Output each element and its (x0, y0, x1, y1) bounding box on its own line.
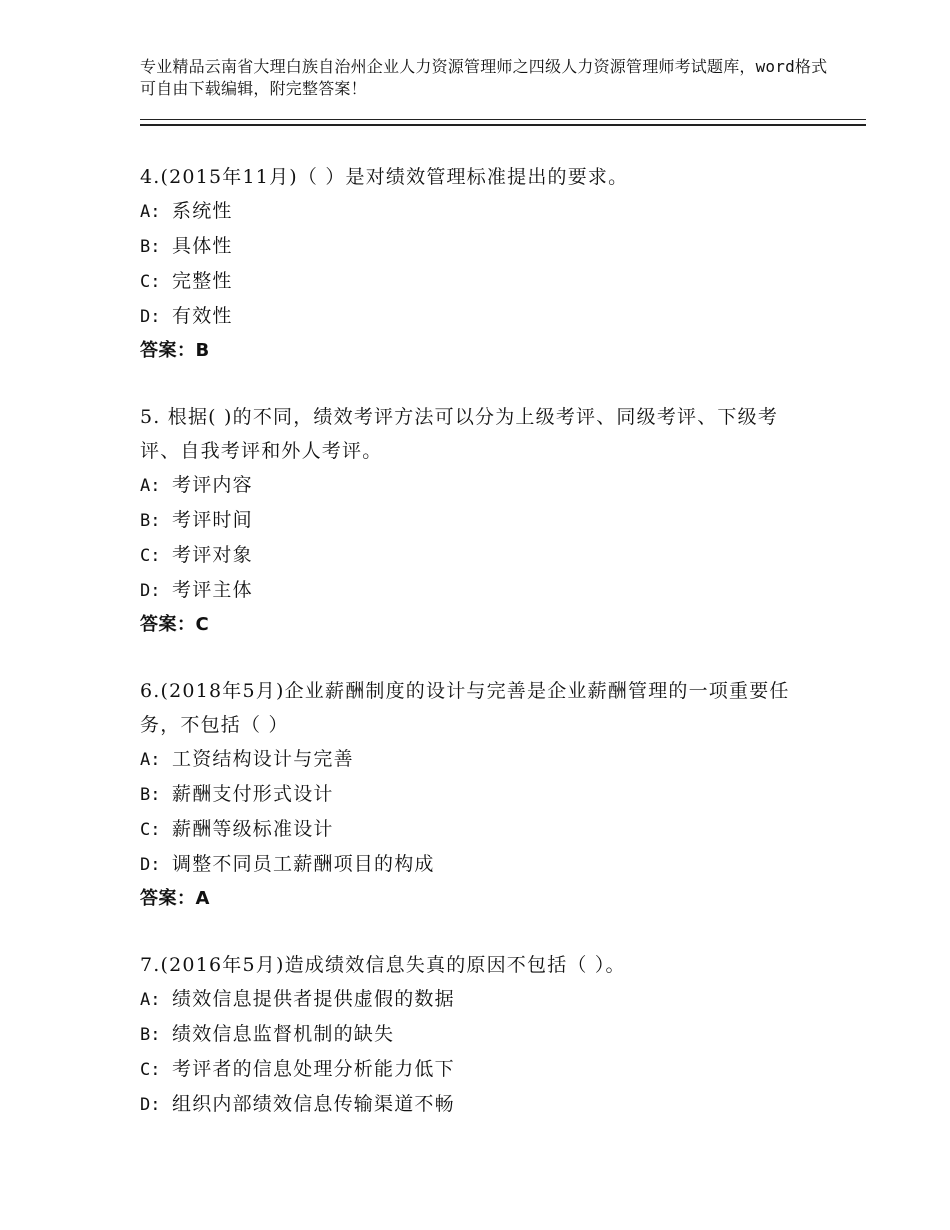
option-text: 系统性 (172, 200, 233, 222)
option-text: 考评时间 (172, 509, 253, 531)
option-a (140, 194, 840, 229)
option-c (140, 812, 840, 847)
question-list (140, 160, 840, 1154)
question-7 (140, 948, 840, 1122)
question-stem: 5. 根据( )的不同，绩效考评方法可以分为上级考评、同级考评、下级考评、自我考评和外人考评。 (140, 406, 779, 462)
option-text: 绩效信息监督机制的缺失 (172, 1023, 395, 1045)
option-b (140, 503, 840, 538)
option-c (140, 1052, 840, 1087)
option-a (140, 982, 840, 1017)
answer-label: 答案：A (140, 888, 210, 909)
option-text: 考评内容 (172, 474, 253, 496)
option-key: D: (140, 581, 161, 601)
question-stem: 4.(2015年11月)（ ）是对绩效管理标准提出的要求。 (140, 166, 629, 188)
option-key: A: (140, 476, 161, 496)
option-key: C: (140, 1060, 161, 1080)
question-6 (140, 674, 840, 916)
option-key: B: (140, 785, 161, 805)
option-key: D: (140, 1095, 161, 1115)
option-text: 具体性 (172, 235, 233, 257)
option-key: A: (140, 990, 161, 1010)
option-text: 有效性 (172, 305, 233, 327)
header-divider-thick (140, 124, 866, 126)
option-b (140, 1017, 840, 1052)
option-key: C: (140, 820, 161, 840)
option-key: B: (140, 511, 161, 531)
option-key: B: (140, 237, 161, 257)
answer-label: 答案：C (140, 614, 210, 635)
option-text: 完整性 (172, 270, 233, 292)
option-text: 组织内部绩效信息传输渠道不畅 (172, 1093, 455, 1115)
option-key: A: (140, 750, 161, 770)
question-stem: 6.(2018年5月)企业薪酬制度的设计与完善是企业薪酬管理的一项重要任务，不包括（ ） (140, 680, 790, 736)
option-key: C: (140, 546, 161, 566)
option-d (140, 1087, 840, 1122)
document-header: 专业精品云南省大理白族自治州企业人力资源管理师之四级人力资源管理师考试题库，word格式可自由下载编辑，附完整答案！ (140, 57, 828, 98)
option-key: D: (140, 855, 161, 875)
option-text: 调整不同员工薪酬项目的构成 (172, 853, 435, 875)
option-key: C: (140, 272, 161, 292)
option-a (140, 468, 840, 503)
option-text: 绩效信息提供者提供虚假的数据 (172, 988, 455, 1010)
option-key: A: (140, 202, 161, 222)
option-text: 薪酬支付形式设计 (172, 783, 334, 805)
question-5 (140, 400, 840, 642)
option-text: 考评者的信息处理分析能力低下 (172, 1058, 455, 1080)
option-a (140, 742, 840, 777)
option-text: 薪酬等级标准设计 (172, 818, 334, 840)
option-d (140, 847, 840, 882)
option-text: 考评对象 (172, 544, 253, 566)
option-c (140, 264, 840, 299)
option-d (140, 299, 840, 334)
option-d (140, 573, 840, 608)
option-b (140, 777, 840, 812)
option-key: D: (140, 307, 161, 327)
answer-label: 答案：B (140, 340, 210, 361)
question-stem: 7.(2016年5月)造成绩效信息失真的原因不包括（ ）。 (140, 954, 626, 976)
header-divider-thin (140, 119, 866, 120)
question-4 (140, 160, 840, 368)
option-text: 考评主体 (172, 579, 253, 601)
option-text: 工资结构设计与完善 (172, 748, 354, 770)
option-b (140, 229, 840, 264)
option-key: B: (140, 1025, 161, 1045)
option-c (140, 538, 840, 573)
